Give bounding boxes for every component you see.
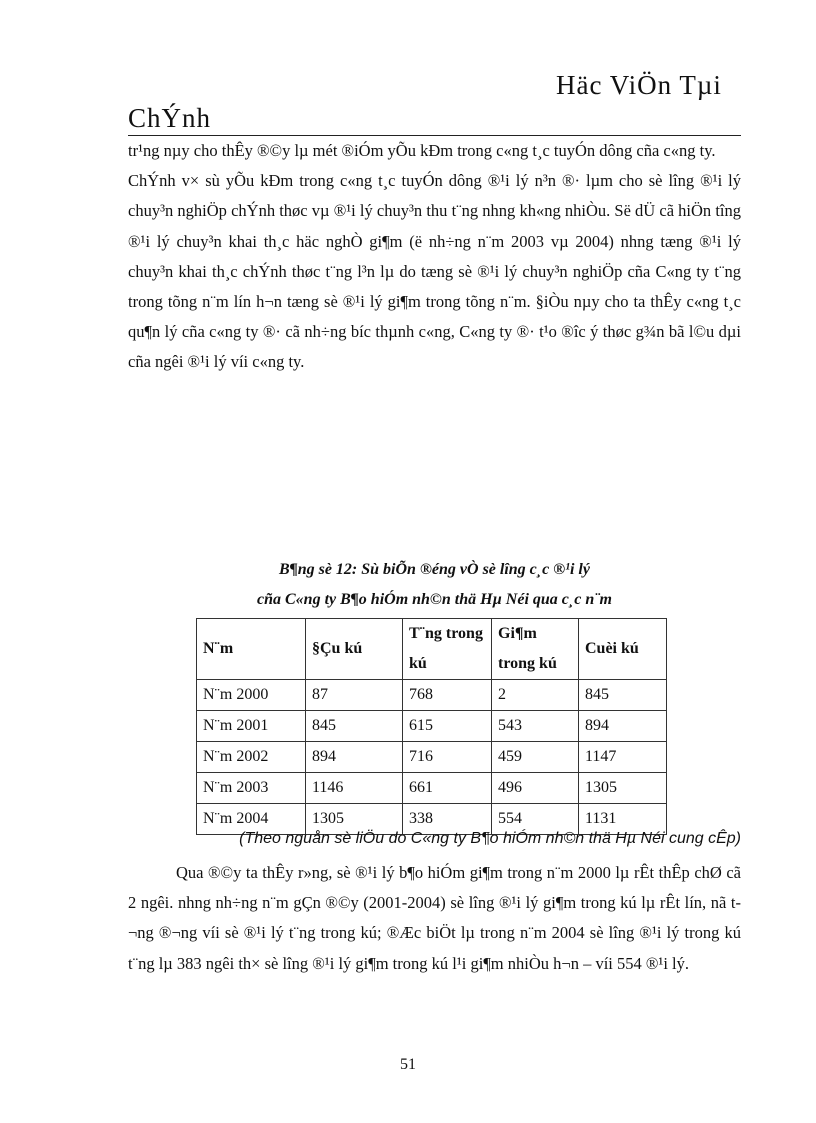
table-row — [197, 680, 667, 711]
table-cell: N¨m 2001 — [197, 711, 306, 742]
paragraph-3: Qua ®©y ta thÊy r»ng, sè ®¹i lý b¶o hiÓm gi¶m trong n¨m 2000 lµ rÊt thÊp chØ cã 2 ngêi. nhng nh÷ng n¨m gÇn ®©y (2001-2004) sè lîng ®¹i lý gi¶m trong kú lµ rÊt lín, nã t¬ng ®¬ng víi sè ®¹i lý t¨ng trong kú; ®Æc biÖt lµ trong n¨m 2004 sè lîng ®¹i lý trong kú t¨ng lµ 383 ngêi th× sè lîng ®¹i lý gi¶m trong kú l¹i gi¶m nhiÒu h¬n – víi 554 ®¹i lý. — [128, 863, 741, 973]
paragraph-1: tr¹ng nµy cho thÊy ®©y lµ mét ®iÓm yÕu kÐm trong c«ng t¸c tuyÓn dông cña c«ng ty. — [128, 141, 716, 160]
header-cell-year: N¨m — [197, 619, 306, 680]
table-cell: 2 — [492, 680, 579, 711]
table-cell: 615 — [403, 711, 492, 742]
table-row — [197, 711, 667, 742]
table-cell: 894 — [579, 711, 667, 742]
table-cell: 661 — [403, 773, 492, 804]
table-cell: 1131 — [579, 804, 667, 835]
table-row — [197, 742, 667, 773]
paragraph-2: ChÝnh v× sù yÕu kÐm trong c«ng t¸c tuyÓn dông ®¹i lý n³n ®· lµm cho sè lîng ®¹i lý chuy³n nghiÖp chÝnh thøc vµ ®¹i lý chuy³n thu t¨ng nhng kh«ng nhiÒu. Së dÜ cã hiÖn tîng ®¹i lý chuy³n khai th¸c häc nghÒ gi¶m (ë nh÷ng n¨m 2003 vµ 2004) nhng tæng ®¹i lý chuy³n khai th¸c chÝnh thøc t¨ng l³n lµ do tæng sè ®¹i lý chuy³n nghiÖp cña C«ng ty t¨ng trong tõng n¨m lín h¬n tæng sè ®¹i lý gi¶m trong tõng n¨m. §iÒu nµy cho ta thÊy c«ng t¸c qu¶n lý cña c«ng ty ®· cã nh÷ng bíc thµnh c«ng, C«ng ty ®· t¹o ®îc ý thøc g¾n bã l©u dµi cña ngêi ®¹i lý víi c«ng ty. — [128, 171, 741, 372]
header-title-left: ChÝnh — [128, 103, 212, 133]
page-number: 51 — [400, 1056, 416, 1073]
header-cell-end: Cuèi kú — [579, 619, 667, 680]
table-header-row — [197, 619, 667, 680]
table-cell: 459 — [492, 742, 579, 773]
table-cell: 496 — [492, 773, 579, 804]
table-cell: N¨m 2003 — [197, 773, 306, 804]
agent-statistics-table — [196, 618, 667, 835]
table-cell: 716 — [403, 742, 492, 773]
header-cell-decrease: Gi¶m trong kú — [492, 619, 579, 680]
table-cell: 845 — [306, 711, 403, 742]
table-cell: 1305 — [579, 773, 667, 804]
header-title-right: Häc ViÖn Tµi — [556, 70, 722, 100]
table-cell: N¨m 2000 — [197, 680, 306, 711]
table-row — [197, 773, 667, 804]
table-cell: 554 — [492, 804, 579, 835]
table-caption-line2: cña C«ng ty B¶o hiÓm nh©n thä Hµ Néi qua c¸c n¨m — [257, 591, 612, 608]
table-cell: 338 — [403, 804, 492, 835]
table-cell: N¨m 2002 — [197, 742, 306, 773]
table-cell: 768 — [403, 680, 492, 711]
table-cell: 543 — [492, 711, 579, 742]
header-cell-increase: T¨ng trong kú — [403, 619, 492, 680]
table-cell: 1146 — [306, 773, 403, 804]
table-cell: 894 — [306, 742, 403, 773]
table-cell: N¨m 2004 — [197, 804, 306, 835]
body-text-bottom — [128, 858, 741, 979]
table-cell: 1305 — [306, 804, 403, 835]
table-caption-line1: B¶ng sè 12: Sù biÕn ®éng vÒ sè lîng c¸c ®¹i lý — [279, 561, 590, 578]
table-cell: 87 — [306, 680, 403, 711]
table-cell: 1147 — [579, 742, 667, 773]
body-text-top — [128, 136, 741, 378]
table-source-note: (Theo nguån sè liÖu do C«ng ty B¶o hiÓm nh©n thä Hµ Néi cung cÊp) — [239, 830, 741, 847]
table-cell: 845 — [579, 680, 667, 711]
header-cell-start: §Çu kú — [306, 619, 403, 680]
